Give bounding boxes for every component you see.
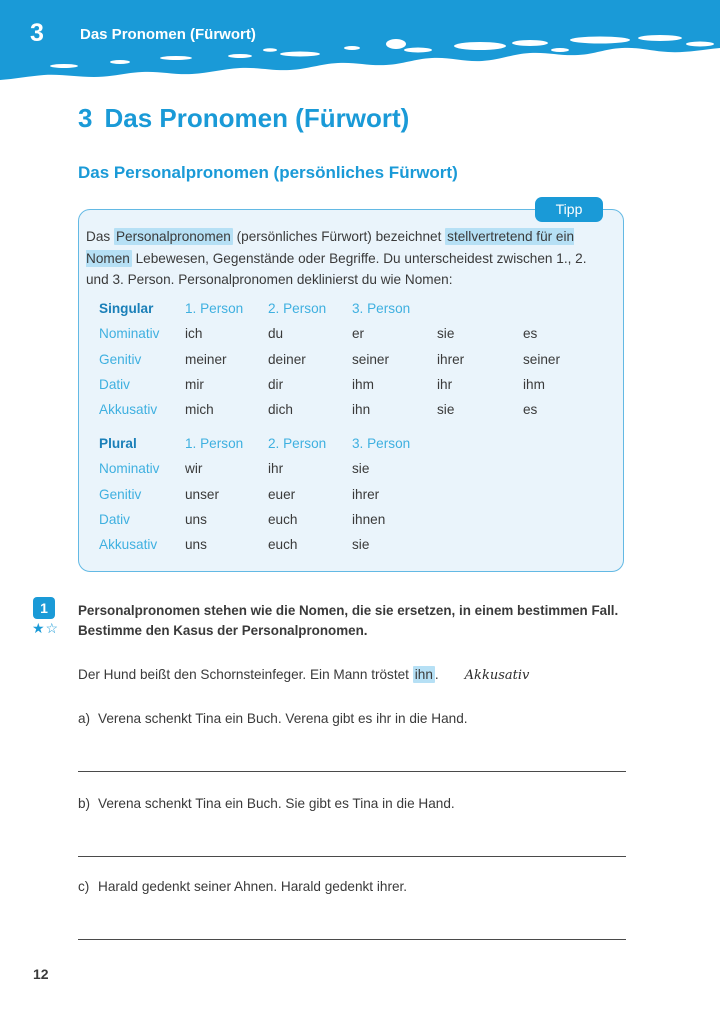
form-cell: ihr [268,461,284,477]
person-header-4 [437,436,523,461]
person-header-5 [523,301,609,326]
form-cell: meiner [185,351,227,367]
tipp-highlight-stellvertretend: stellvertretend für ein Nomen [86,229,575,266]
page-title-text: Das Pronomen (Fürwort) [104,103,410,133]
table-row [99,377,609,402]
page-title-number: 3 [78,103,93,133]
case-label-dativ: Dativ [99,376,130,392]
table-row-header [99,436,609,461]
item-text [78,709,626,729]
form-cell: sie [437,326,455,342]
person-header-1: 1. Person [185,436,244,451]
case-label-akkusativ: Akkusativ [99,402,158,418]
header-brush-stroke-graphic [0,0,720,90]
form-cell: es [523,326,538,342]
exercise-instruction: Personalpronomen stehen wie die Nomen, die sie ersetzen, in einem bestimmen Fall. Bestimme den Kasus der Personalpronomen. [78,603,619,638]
list-item [78,794,626,814]
section-title: Das Personalpronomen (persönliches Fürwort) [78,163,458,182]
example-text-part2: . [434,667,439,682]
form-cell: es [523,402,538,418]
answer-rule-a[interactable] [78,771,626,772]
table-row [99,537,609,562]
example-highlight-pronoun: ihn [414,667,433,682]
form-cell: mir [185,376,204,392]
item-text [78,794,626,814]
form-cell [437,512,523,537]
page-title [78,104,409,133]
form-cell: ihn [352,402,371,418]
form-cell: euer [268,486,296,502]
group-label-singular: Singular [99,301,154,316]
difficulty-stars-icon: ★☆ [32,620,60,636]
table-row [99,487,609,512]
table-row [99,402,609,427]
form-cell: ihm [523,376,545,392]
person-header-3: 3. Person [352,301,411,316]
answer-rule-c[interactable] [78,939,626,940]
form-cell: ihrer [437,351,465,367]
item-label: c) [78,879,90,894]
form-cell: ich [185,326,203,342]
header-chapter-number: 3 [30,19,44,47]
header-chapter-title: Das Pronomen (Fürwort) [80,26,256,43]
form-cell [437,487,523,512]
form-cell [437,537,523,562]
form-cell: unser [185,486,220,502]
form-cell: er [352,326,365,342]
form-cell: ihnen [352,511,386,527]
declension-table-singular [99,301,609,427]
form-cell: ihm [352,376,374,392]
person-header-2: 2. Person [268,436,327,451]
item-sentence: Verena schenkt Tina ein Buch. Verena gibt es ihr in die Hand. [98,711,468,726]
person-header-3: 3. Person [352,436,411,451]
item-sentence: Verena schenkt Tina ein Buch. Sie gibt es Tina in die Hand. [98,796,455,811]
list-item [78,877,626,897]
form-cell: euch [268,511,298,527]
item-sentence: Harald gedenkt seiner Ahnen. Harald gedenkt ihrer. [98,879,408,894]
page-number: 12 [33,966,49,982]
form-cell [523,537,609,562]
case-label-genitiv: Genitiv [99,351,142,367]
item-label: a) [78,711,91,726]
form-cell: du [268,326,284,342]
table-row [99,352,609,377]
tipp-text-part3: Lebewesen, Gegenstände oder Begriffe. Du unterscheidest zwischen 1., 2. und 3. Person. Personalpronomen deklinierst du wie Nomen: [86,250,587,287]
list-item [78,709,626,729]
form-cell: euch [268,537,298,553]
form-cell [523,461,609,486]
form-cell: deiner [268,351,306,367]
tipp-tab-label: Tipp [535,197,603,222]
example-text-part1: Der Hund beißt den Schornsteinfeger. Ein Mann tröstet [78,667,413,682]
exercise-example-line [78,665,626,686]
tipp-text-part2: (persönliches Fürwort) bezeichnet [232,229,446,244]
form-cell: mich [185,402,214,418]
tipp-highlight-personalpronomen: Personalpronomen [115,229,231,244]
form-cell: sie [437,402,455,418]
table-row [99,326,609,351]
form-cell [523,487,609,512]
case-label-akkusativ: Akkusativ [99,537,158,553]
tipp-text-part1: Das [86,229,114,244]
form-cell: dir [268,376,284,392]
item-text [78,877,626,897]
case-label-nominativ: Nominativ [99,461,160,477]
form-cell: ihrer [352,486,380,502]
form-cell: dich [268,402,293,418]
declension-table-plural [99,436,609,562]
answer-rule-b[interactable] [78,856,626,857]
tipp-paragraph [86,226,606,291]
form-cell: wir [185,461,203,477]
form-cell: uns [185,537,207,553]
table-row [99,512,609,537]
table-row [99,461,609,486]
person-header-2: 2. Person [268,301,327,316]
form-cell [523,512,609,537]
case-label-genitiv: Genitiv [99,486,142,502]
exercise-number-badge: 1 [33,597,55,619]
form-cell: seiner [523,351,561,367]
example-handwritten-answer: Akkusativ [464,668,530,683]
group-label-plural: Plural [99,436,137,451]
form-cell [437,461,523,486]
case-label-nominativ: Nominativ [99,326,160,342]
person-header-4 [437,301,523,326]
person-header-5 [523,436,609,461]
person-header-1: 1. Person [185,301,244,316]
form-cell: ihr [437,376,453,392]
table-row-header [99,301,609,326]
form-cell: sie [352,461,370,477]
page-header [0,0,720,90]
form-cell: seiner [352,351,390,367]
form-cell: uns [185,511,207,527]
item-label: b) [78,796,91,811]
form-cell: sie [352,537,370,553]
case-label-dativ: Dativ [99,511,130,527]
